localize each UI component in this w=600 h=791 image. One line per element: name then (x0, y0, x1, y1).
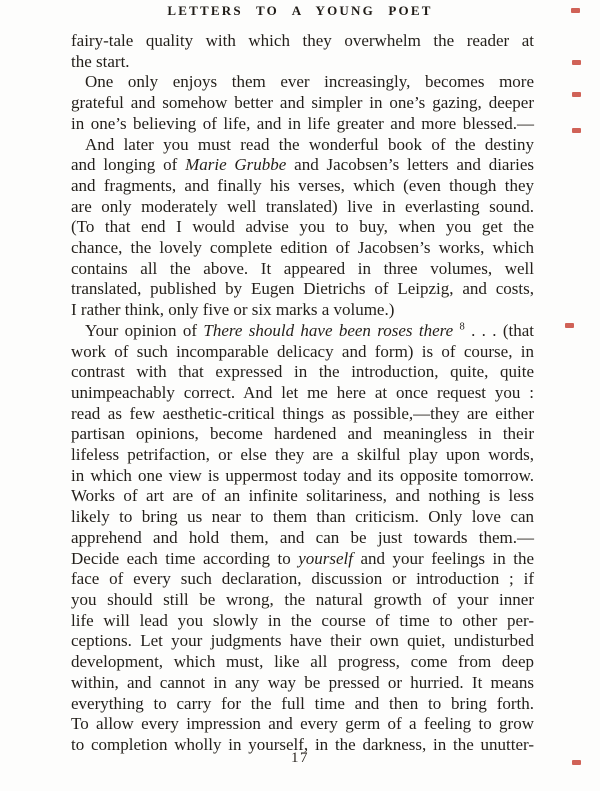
text-line (71, 321, 534, 342)
text-line (71, 31, 534, 52)
text-segment: and Jacobsen’s letters and diaries (286, 155, 535, 175)
text-segment: To allow every impression and every germ of a feeling to grow (71, 714, 534, 734)
text-line (71, 72, 534, 93)
text-segment: And later you must read the wonderful book of the destiny (85, 134, 534, 154)
text-segment: everything to carry for the full time and then to bring forth. (71, 693, 534, 713)
italic-title: There should have been roses there (203, 320, 454, 340)
text-line (71, 135, 534, 156)
text-segment: to completion wholly in yourself, in the darkness, in the unutter- (71, 734, 534, 754)
italic-title: yourself (298, 548, 353, 568)
text-segment: One only enjoys them ever increasingly, becomes more (85, 72, 534, 92)
text-segment: you should still be wrong, the natural growth of your inner (71, 589, 534, 609)
text-segment: I rather think, only five or six marks a volume.) (71, 300, 395, 320)
text-segment: within, and cannot in any way be pressed or hurried. It means (71, 672, 534, 692)
red-margin-mark (572, 60, 581, 65)
text-line (71, 383, 534, 404)
text-line (71, 673, 534, 694)
text-line (71, 549, 534, 570)
text-line (71, 279, 534, 300)
text-line (71, 507, 534, 528)
text-segment: and longing of (71, 155, 186, 175)
red-margin-mark (565, 323, 574, 328)
text-line (71, 52, 534, 73)
text-segment: chance, the lovely complete edition of Jacobsen’s works, which (71, 238, 534, 258)
text-segment: contrast with that expressed in the introduction, quite, quite (71, 362, 534, 382)
red-margin-mark (571, 8, 580, 13)
red-margin-mark (572, 92, 581, 97)
text-segment: grateful and somehow better and simpler in one’s gazing, deeper (71, 93, 534, 113)
text-segment: face of every such declaration, discussion or introduction ; if (71, 569, 534, 589)
text-line (71, 300, 534, 321)
text-line (71, 652, 534, 673)
text-segment: and fragments, and finally his verses, which (even though they (71, 175, 534, 195)
text-segment: unimpeachably correct. And let me here at once request you : (71, 382, 534, 402)
text-segment: likely to bring us near to them than criticism. Only love can (71, 507, 534, 527)
red-margin-mark (572, 128, 581, 133)
text-segment: development, which must, like all progress, come from deep (71, 652, 534, 672)
text-line (71, 404, 534, 425)
text-line (71, 197, 534, 218)
text-line (71, 631, 534, 652)
text-line (71, 93, 534, 114)
text-segment: ceptions. Let your judgments have their own quiet, undisturbed (71, 631, 534, 651)
text-segment: Decide each time according to (71, 548, 299, 568)
running-header: LETTERS TO A YOUNG POET (167, 3, 433, 18)
text-line (71, 362, 534, 383)
footnote-marker: 8 (459, 321, 465, 333)
text-line (71, 611, 534, 632)
text-segment: in which one view is uppermost today and its opposite tomorrow. (71, 465, 534, 485)
text-segment: in one’s believing of life, and in life greater and more blessed.— (71, 113, 534, 133)
text-line (71, 590, 534, 611)
text-line (71, 528, 534, 549)
text-segment: the start. (71, 51, 130, 71)
text-line (71, 445, 534, 466)
text-segment: Your opinion of (85, 320, 204, 340)
text-line (71, 486, 534, 507)
text-line (71, 155, 534, 176)
text-segment: and your feelings in the (353, 548, 534, 568)
red-margin-mark (572, 760, 581, 765)
text-segment: work of such incomparable delicacy and form) is of course, in (71, 341, 534, 361)
page-number: 17 (291, 750, 309, 766)
text-segment: . . . (that (464, 320, 535, 340)
text-line (71, 694, 534, 715)
text-segment: are only moderately well translated) live in everlasting sound. (71, 196, 534, 216)
text-line (71, 714, 534, 735)
text-line (71, 238, 534, 259)
text-line (71, 342, 534, 363)
text-line (71, 424, 534, 445)
text-line (71, 466, 534, 487)
text-segment: contains all the above. It appeared in three volumes, well (71, 258, 534, 278)
text-segment: Works of art are of an infinite solitariness, and nothing is less (71, 486, 534, 506)
text-segment: life will lead you slowly in the course of time to other per- (71, 610, 534, 630)
text-segment: lifeless petrifaction, or else they are a skilful play upon words, (71, 445, 534, 465)
text-segment: translated, published by Eugen Dietrichs of Leipzig, and costs, (71, 279, 534, 299)
text-segment: apprehend and hold them, and can be just towards them.— (71, 527, 534, 547)
text-segment: (To that end I would advise you to buy, when you get the (71, 217, 534, 237)
text-line (71, 569, 534, 590)
text-segment: fairy-tale quality with which they overwhelm the reader at (71, 31, 534, 50)
text-line (71, 176, 534, 197)
text-line (71, 114, 534, 135)
body-text (71, 31, 534, 756)
text-line (71, 259, 534, 280)
text-segment: read as few aesthetic-critical things as possible,—they are either (71, 403, 534, 423)
italic-title: Marie Grubbe (185, 155, 287, 175)
text-segment: partisan opinions, become hardened and meaningless in their (71, 424, 534, 444)
text-line (71, 217, 534, 238)
